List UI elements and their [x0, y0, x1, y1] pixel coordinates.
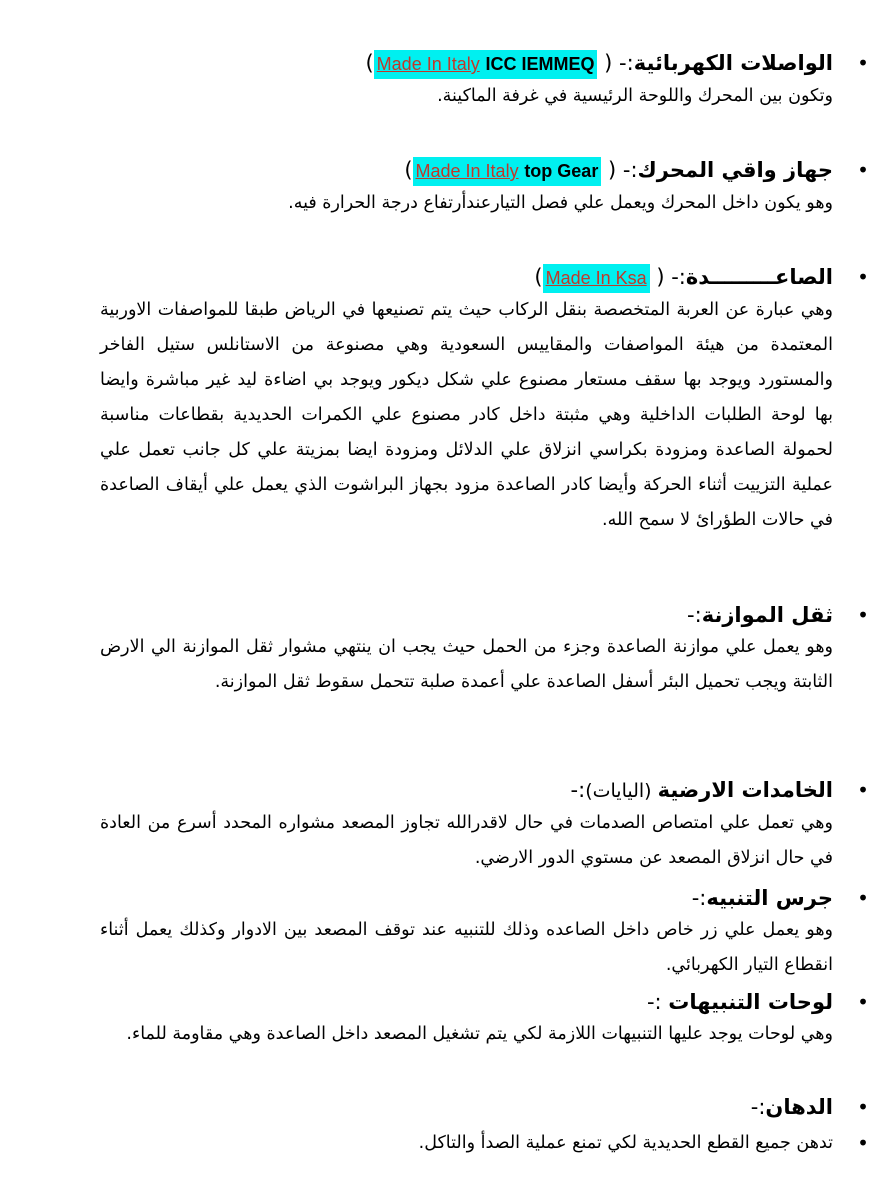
- heading-title: لوحات التنبيهات: [668, 990, 833, 1014]
- section-heading: [100, 600, 869, 630]
- bullet-icon: •: [857, 1095, 869, 1119]
- heading-suffix: :-: [687, 603, 702, 627]
- brand-name: top Gear: [524, 161, 599, 181]
- section-heading: [100, 262, 869, 293]
- heading-suffix: :-: [750, 1095, 766, 1119]
- heading-suffix: :- (: [608, 158, 638, 182]
- bullet-icon: •: [857, 158, 869, 182]
- origin-tag: [543, 264, 650, 293]
- heading-suffix: :-: [646, 990, 669, 1014]
- bullet-icon: •: [857, 886, 869, 910]
- section-heading: [100, 987, 869, 1017]
- bullet-icon: •: [857, 51, 869, 75]
- origin-tag: [413, 157, 602, 186]
- heading-title: جرس التنبيه: [706, 886, 833, 910]
- heading-title: الصاعـــــــــدة: [685, 265, 833, 289]
- section-painting: [100, 1092, 869, 1160]
- tag-close: ): [534, 265, 543, 289]
- section-electrical-connections: [100, 48, 869, 114]
- origin-link[interactable]: Made In Ksa: [545, 268, 647, 288]
- heading-title: جهاز واقي المحرك: [637, 158, 833, 182]
- heading-suffix: :- (: [656, 265, 686, 289]
- section-body: وتكون بين المحرك واللوحة الرئيسية في غرفة الماكينة.: [437, 86, 833, 106]
- origin-link[interactable]: Made In Italy: [376, 54, 480, 74]
- section-body: وهي تعمل علي امتصاص الصدمات في حال لاقدرالله تجاوز المصعد مشواره المحدد أسرع من العادة في حال انزلاق المصعد عن مستوي الدور الارضي.: [100, 813, 833, 868]
- section-heading: [100, 155, 869, 186]
- section-body: وهي عبارة عن العربة المتخصصة بنقل الركاب حيث يتم تصنيعها في الرياض طبقا للمواصفات الاوربية المعتمدة من هيئة المواصفات والمقاييس السعودية وهي مصنوعة من الاستانلس ستيل الفاخر والمستورد ويوجد بها سقف مستعار مصنوع علي شكل ديكور ويوجد بي اضاءة ليد غير مباشرة وايضا بها لوحة الطلبات الداخلية وهي مثبتة داخل كادر مصنوع علي الكمرات الحديدية بقطاعات مناسبة لحمولة الصاعدة ومزودة بكراسي انزلاق علي الدلائل ومزودة ايضا بمزيتة علي كل جانب تعمل علي عملية التزييت أثناء الحركة وأيضا كادر الصاعدة مزود بجهاز البراشوت الذي يعمل علي أيقاف الصاعدة في حالات الطؤرائ لا سمح الله.: [100, 300, 833, 530]
- section-heading: [100, 883, 869, 913]
- heading-title: الواصلات الكهربائية: [633, 51, 833, 75]
- section-body: وهو يكون داخل المحرك ويعمل علي فصل التيارعندأرتفاع درجة الحرارة فيه.: [288, 193, 833, 213]
- bullet-icon: •: [857, 265, 869, 289]
- bullet-icon: •: [857, 990, 869, 1014]
- heading-suffix: :- (: [604, 51, 634, 75]
- origin-link[interactable]: Made In Italy: [415, 161, 519, 181]
- tag-close: ): [365, 51, 374, 75]
- heading-title: الخامدات الارضية: [657, 778, 833, 802]
- bullet-icon: •: [857, 603, 869, 627]
- heading-suffix: :-: [570, 778, 586, 802]
- heading-title: ثقل الموازنة: [701, 603, 833, 627]
- section-body: وهو يعمل علي موازنة الصاعدة وجزء من الحمل حيث يجب ان ينتهي مشوار ثقل الموازنة الي الارض الثابتة ويجب تحميل البئر أسفل الصاعدة علي أعمدة صلبة تتحمل سقوط ثقل الموازنة.: [100, 637, 833, 692]
- brand-name: ICC IEMMEQ: [485, 54, 595, 74]
- final-bullet-text: تدهن جميع القطع الحديدية لكي تمنع عملية الصدأ والتاكل.: [418, 1133, 833, 1153]
- section-heading: [100, 775, 869, 806]
- bullet-icon: •: [857, 1131, 869, 1155]
- section-counterweight: [100, 600, 869, 700]
- bullet-icon: •: [857, 778, 869, 802]
- heading-paren: (اليايات): [585, 780, 658, 802]
- section-buffers: [100, 775, 869, 876]
- section-body: وهي لوحات يوجد عليها التنبيهات اللازمة لكي يتم تشغيل المصعد داخل الصاعدة وهي مقاومة للماء.: [126, 1024, 833, 1044]
- section-heading: [100, 1092, 869, 1122]
- tag-close: ): [404, 158, 413, 182]
- section-body: وهو يعمل علي زر خاص داخل الصاعده وذلك للتنبيه عند توقف المصعد بين الادوار وكذلك يعمل أثناء انقطاع التيار الكهربائي.: [100, 920, 833, 975]
- heading-suffix: :-: [691, 886, 707, 910]
- section-warning-signs: [100, 987, 869, 1052]
- section-elevator-car: [100, 262, 869, 538]
- final-bullet-line: [100, 1126, 869, 1160]
- origin-tag: [374, 50, 598, 79]
- section-heading: [100, 48, 869, 79]
- section-motor-protector: [100, 155, 869, 221]
- heading-title: الدهان: [765, 1095, 833, 1119]
- section-alarm-bell: [100, 883, 869, 983]
